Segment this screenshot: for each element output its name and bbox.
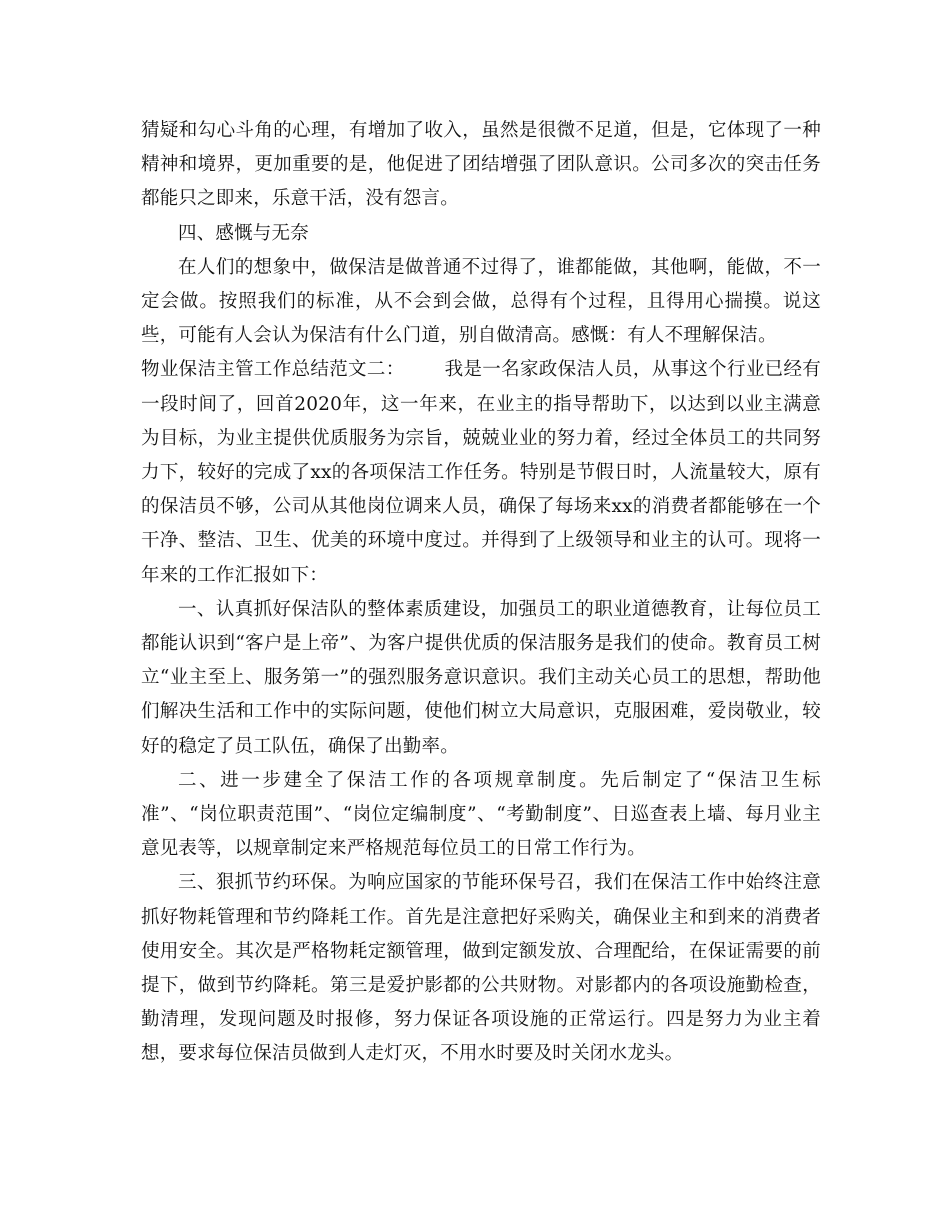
paragraph-1: 猜疑和勾心斗角的心理，有增加了收入，虽然是很微不足道，但是，它体现了一种精神和境界，更加重要的是，他促进了团结增强了团队意识。公司多次的突击任务都能只之即来，乐意干活，没有怨言。 xyxy=(141,120,821,210)
paragraph-5: 一、认真抓好保洁队的整体素质建设，加强员工的职业道德教育，让每位员工都能认识到“客户是上帝”、为客户提供优质的保洁服务是我们的使命。教育员工树立“业主至上、服务第一”的强烈服务意识意识。我们主动关心员工的思想，帮助他们解决生活和工作中的实际问题，使他们树立大局意识，克服困难，爱岗敬业，较好的稳定了员工队伍，确保了出勤率。 xyxy=(141,598,821,757)
paragraph-4 xyxy=(141,353,821,592)
paragraph-3: 在人们的想象中，做保洁是做普通不过得了，谁都能做，其他啊，能做，不一定会做。按照我们的标准，从不会到会做，总得有个过程，且得用心揣摸。说这些，可能有人会认为保洁有什么门道，别自做清高。感慨：有人不理解保洁。 xyxy=(141,256,821,347)
paragraph-4-body: 我是一名家政保洁人员，从事这个行业已经有一段时间了，回首2020年，这一年来，在业主的指导帮助下，以达到以业主满意为目标，为业主提供优质服务为宗旨，兢兢业业的努力着，经过全体员工的共同努力下，较好的完成了xx的各项保洁工作任务。特别是节假日时，人流量较大，原有的保洁员不够，公司从其他岗位调来人员，确保了每场来xx的消费者都能够在一个干净、整洁、卫生、优美的环境中度过。并得到了上级领导和业主的认可。现将一年来的工作汇报如下： xyxy=(141,359,821,586)
paragraph-6: 二、进一步建全了保洁工作的各项规章制度。先后制定了“保洁卫生标准”、“岗位职责范围”、“岗位定编制度”、“考勤制度”、日巡查表上墙、每月业主意见表等，以规章制定来严格规范每位员工的日常工作行为。 xyxy=(141,769,821,860)
document-body xyxy=(141,114,821,1072)
section-heading-4: 四、感慨与无奈 xyxy=(178,222,309,244)
section-title: 物业保洁主管工作总结范文二： xyxy=(141,359,405,381)
paragraph-7: 三、狠抓节约环保。为响应国家的节能环保号召，我们在保洁工作中始终注意抓好物耗管理和节约降耗工作。首先是注意把好采购关，确保业主和到来的消费者使用安全。其次是严格物耗定额管理，做到定额发放、合理配给，在保证需要的前提下，做到节约降耗。第三是爱护影都的公共财物。对影都内的各项设施勤检查，勤清理，发现问题及时报修，努力保证各项设施的正常运行。四是努力为业主着想，要求每位保洁员做到人走灯灭，不用水时要及时关闭水龙头。 xyxy=(141,872,821,1065)
